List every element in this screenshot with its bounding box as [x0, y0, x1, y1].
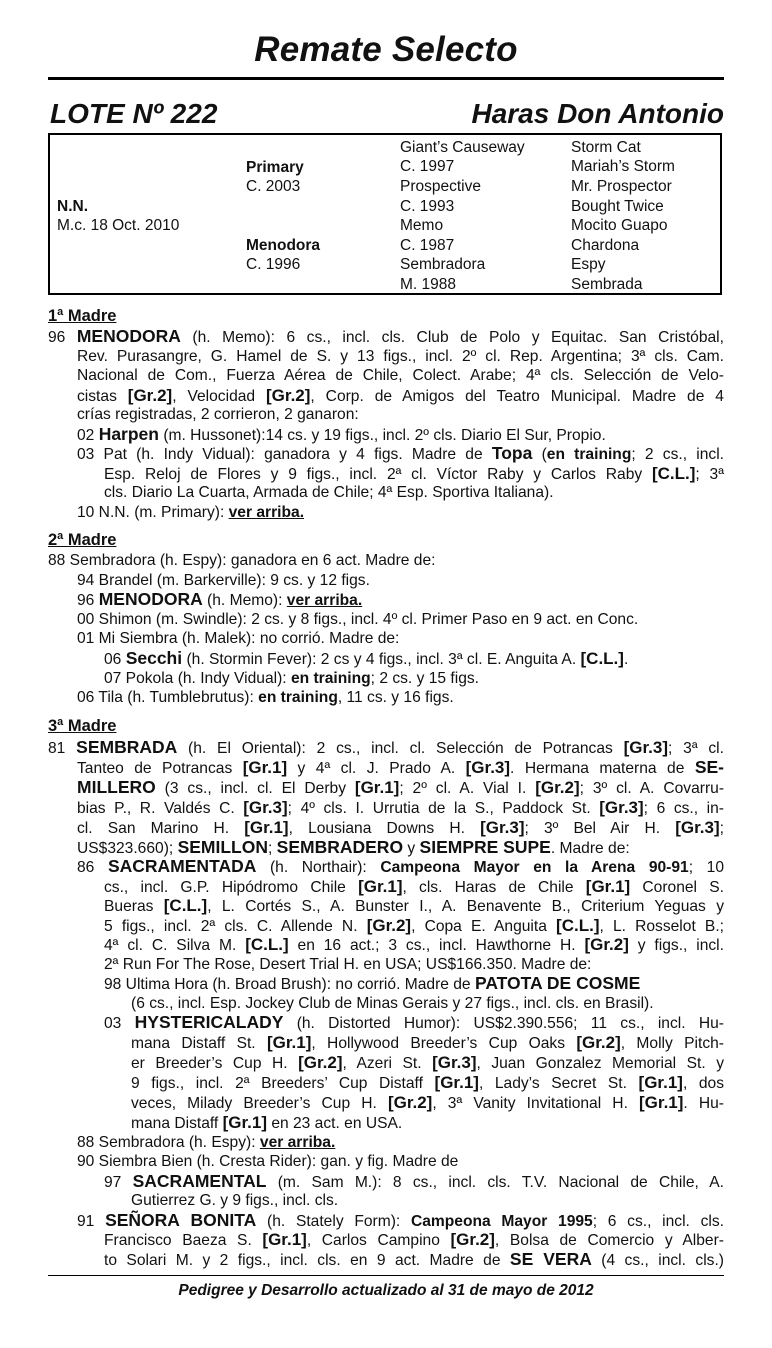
- text-line: 97 SACRAMENTAL (m. Sam M.): 8 cs., incl. cls. T.V. Nacional de Chile, A.: [104, 1171, 724, 1191]
- text-line: US$323.660); SEMILLON; SEMBRADERO y SIEMPRE SUPE. Madre de:: [77, 837, 630, 857]
- breeder-name: Haras Don Antonio: [471, 98, 724, 129]
- lot-number: LOTE Nº 222: [50, 98, 218, 129]
- text-line: 2ª Run For The Rose, Desert Trial H. en USA; US$166.350. Madre de:: [104, 956, 592, 973]
- text-line: 91 SEÑORA BONITA (h. Stately Form): Campeona Mayor 1995; 6 cs., incl. cls.: [77, 1210, 724, 1230]
- text-line: mana Distaff [Gr.1] en 23 act. en USA.: [131, 1113, 403, 1132]
- dam-year: C. 1996: [246, 256, 301, 273]
- text-line: er Breeder’s Cup H. [Gr.2], Azeri St. [Gr.3], Juan Gonzalez Memorial St. y: [131, 1053, 725, 1072]
- text-line: crías registradas, 2 corrieron, 2 ganaron:: [77, 406, 359, 423]
- text-line: Francisco Baeza S. [Gr.1], Carlos Campino [Gr.2], Bolsa de Comercio y Alber-: [104, 1230, 724, 1249]
- text-line: 00 Shimon (m. Swindle): 2 cs. y 8 figs., incl. 4º cl. Primer Paso en 9 act. en Conc.: [77, 611, 639, 628]
- grandsire-paternal-year: C. 1997: [400, 158, 455, 175]
- granddam-maternal-year: M. 1988: [400, 276, 457, 293]
- granddam-maternal: Sembradora: [400, 256, 486, 273]
- text-line: 03 HYSTERICALADY (h. Distorted Humor): US$2.390.556; 11 cs., incl. Hu-: [104, 1012, 724, 1032]
- ancestor-g3: Mr. Prospector: [571, 178, 672, 195]
- ancestor-g3: Espy: [571, 256, 606, 273]
- ancestor-g3: Storm Cat: [571, 139, 641, 156]
- text-line: 88 Sembradora (h. Espy): ver arriba.: [77, 1134, 336, 1151]
- ancestor-g3: Bought Twice: [571, 198, 664, 215]
- ancestor-g3: Mocito Guapo: [571, 217, 668, 234]
- ancestor-g3: Mariah’s Storm: [571, 158, 675, 175]
- text-line: mana Distaff St. [Gr.1], Hollywood Breeder’s Cup Oaks [Gr.2], Molly Pitch-: [131, 1033, 725, 1052]
- text-line: 90 Siembra Bien (h. Cresta Rider): gan. y fig. Madre de: [77, 1153, 459, 1170]
- text-line: cs., incl. G.P. Hipódromo Chile [Gr.1], cls. Haras de Chile [Gr.1] Coronel S.: [104, 877, 724, 896]
- text-line: 86 SACRAMENTADA (h. Northair): Campeona Mayor en la Arena 90-91; 10: [77, 856, 724, 876]
- footer-rule: [48, 1275, 724, 1276]
- text-line: Esp. Reloj de Flores y 9 figs., incl. 2ª cl. Víctor Raby y Carlos Raby [C.L.]; 3ª: [104, 464, 724, 483]
- text-line: 06 Tila (h. Tumblebrutus): en training, 11 cs. y 16 figs.: [77, 689, 454, 706]
- text-line: 81 SEMBRADA (h. El Oriental): 2 cs., incl. cl. Selección de Potrancas [Gr.3]; 3ª cl.: [48, 737, 724, 757]
- text-line: 01 Mi Siembra (h. Malek): no corrió. Madre de:: [77, 630, 400, 647]
- title-rule: [48, 77, 724, 80]
- sire-year: C. 2003: [246, 178, 301, 195]
- text-line: Nacional de Com., Fuerza Aérea de Chile, Colect. Arabe; 4ª cls. Selección de Velo-: [77, 367, 724, 384]
- text-line: 96 MENODORA (h. Memo): 6 cs., incl. cls. Club de Polo y Equitac. San Cristóbal,: [48, 326, 724, 346]
- grandsire-maternal-year: C. 1987: [400, 237, 455, 254]
- text-line: Rev. Purasangre, G. Hamel de S. y 13 figs., incl. 2º cl. Rep. Argentina; 3ª cls. Cam.: [77, 348, 724, 365]
- text-line: Gutierrez G. y 9 figs., incl. cls.: [131, 1192, 339, 1209]
- grandsire-paternal: Giant’s Causeway: [400, 139, 525, 156]
- text-line: cls. Diario La Cuarta, Armada de Chile; 4ª Esp. Sportiva Italiana).: [104, 484, 554, 501]
- text-line: Tanteo de Potrancas [Gr.1] y 4ª cl. J. Prado A. [Gr.3]. Hermana materna de SE-: [77, 757, 725, 777]
- text-line: 94 Brandel (m. Barkerville): 9 cs. y 12 figs.: [77, 572, 370, 589]
- text-line: Bueras [C.L.], L. Cortés S., A. Bunster I., A. Benavente B., Criterium Yeguas y: [104, 896, 724, 915]
- dam-name: Menodora: [246, 237, 321, 254]
- text-line: MILLERO (3 cs., incl. cl. El Derby [Gr.1]; 2º cl. A. Vial I. [Gr.2]; 3º cl. A. Covarru-: [77, 777, 725, 797]
- text-line: 98 Ultima Hora (h. Broad Brush): no corrió. Madre de PATOTA DE COSME: [104, 973, 641, 993]
- granddam-paternal: Prospective: [400, 178, 481, 195]
- ancestor-g3: Chardona: [571, 237, 640, 254]
- footer-note: Pedigree y Desarrollo actualizado al 31 de mayo de 2012: [178, 1282, 594, 1299]
- text-line: 88 Sembradora (h. Espy): ganadora en 6 act. Madre de:: [48, 552, 436, 569]
- text-line: cistas [Gr.2], Velocidad [Gr.2], Corp. de Amigos del Teatro Municipal. Madre de 4: [77, 386, 724, 405]
- sire-name: Primary: [246, 159, 304, 176]
- text-line: 10 N.N. (m. Primary): ver arriba.: [77, 504, 305, 521]
- text-line: 02 Harpen (m. Hussonet):14 cs. y 19 figs., incl. 2º cls. Diario El Sur, Propio.: [77, 424, 606, 444]
- page-title: Remate Selecto: [254, 30, 518, 69]
- text-line: cl. San Marino H. [Gr.1], Lousiana Downs H. [Gr.3]; 3º Bel Air H. [Gr.3];: [77, 818, 724, 837]
- ancestor-g3: Sembrada: [571, 276, 643, 293]
- text-line: 9 figs., incl. 2ª Breeders’ Cup Distaff [Gr.1], Lady’s Secret St. [Gr.1], dos: [131, 1073, 724, 1092]
- granddam-paternal-year: C. 1993: [400, 198, 455, 215]
- text-line: to Solari M. y 2 figs., incl. cls. en 9 act. Madre de SE VERA (4 cs., incl. cls.): [104, 1249, 724, 1269]
- section-heading-third-dam: 3ª Madre: [48, 717, 117, 735]
- section-heading-first-dam: 1ª Madre: [48, 307, 117, 325]
- foal-info: M.c. 18 Oct. 2010: [57, 217, 180, 234]
- text-line: (6 cs., incl. Esp. Jockey Club de Minas Gerais y 27 figs., incl. cls. en Brasil).: [131, 995, 654, 1012]
- text-line: 96 MENODORA (h. Memo): ver arriba.: [77, 589, 363, 609]
- grandsire-maternal: Memo: [400, 217, 444, 234]
- text-line: 4ª cl. C. Silva M. [C.L.] en 16 act.; 3 cs., incl. Hawthorne H. [Gr.2] y figs., incl.: [104, 935, 724, 954]
- foal-name: N.N.: [57, 198, 88, 215]
- text-line: 06 Secchi (h. Stormin Fever): 2 cs y 4 figs., incl. 3ª cl. E. Anguita A. [C.L.].: [104, 648, 629, 668]
- text-line: 07 Pokola (h. Indy Vidual): en training; 2 cs. y 15 figs.: [104, 670, 480, 687]
- text-line: veces, Milady Breeder’s Cup H. [Gr.2], 3ª Vanity Invitational H. [Gr.1]. Hu-: [131, 1093, 724, 1112]
- text-line: 5 figs., incl. 2ª cls. C. Allende N. [Gr.2], Copa E. Anguita [C.L.], L. Rosselot B.;: [104, 916, 724, 935]
- text-line: bias P., R. Valdés C. [Gr.3]; 4º cls. I. Urrutia de la S., Paddock St. [Gr.3]; 6 cs., in-: [77, 798, 724, 817]
- section-heading-second-dam: 2ª Madre: [48, 531, 117, 549]
- text-line: 03 Pat (h. Indy Vidual): ganadora y 4 figs. Madre de Topa (en training; 2 cs., incl.: [77, 443, 724, 463]
